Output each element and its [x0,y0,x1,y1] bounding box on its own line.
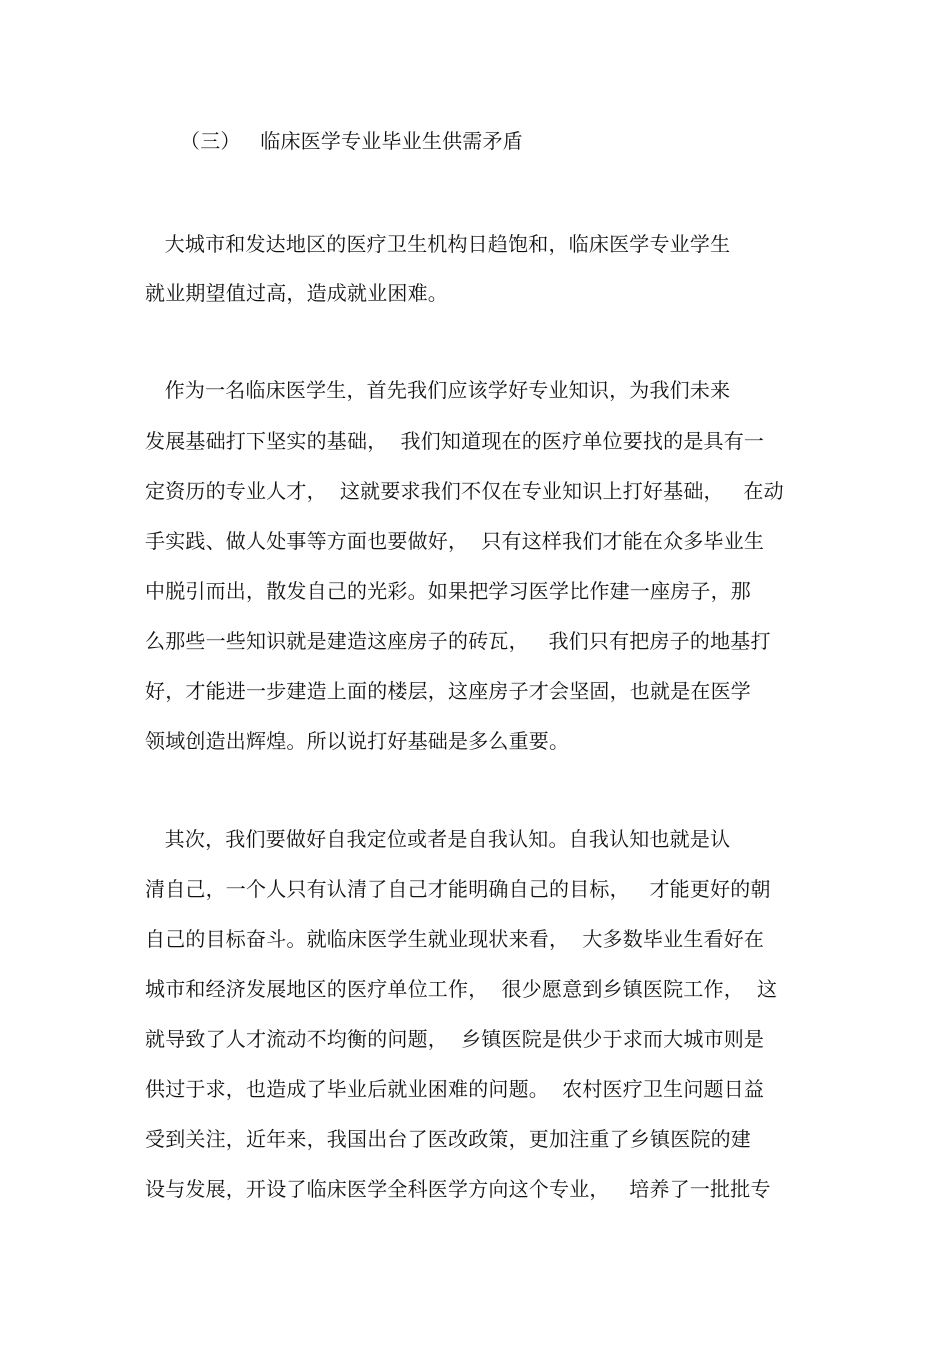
paragraph-line: 发展基础打下坚实的基础， 我们知道现在的医疗单位要找的是具有一 [145,429,765,453]
paragraph-line: 就业期望值过高，造成就业困难。 [145,281,448,305]
paragraph-line: 自己的目标奋斗。就临床医学生就业现状来看， 大多数毕业生看好在 [145,927,765,951]
paragraph-line: 定资历的专业人才， 这就要求我们不仅在专业知识上打好基础， 在动 [145,479,784,503]
paragraph-line: 中脱引而出，散发自己的光彩。如果把学习医学比作建一座房子，那 [145,579,751,603]
paragraph-line: 好，才能进一步建造上面的楼层，这座房子才会坚固，也就是在医学 [145,679,751,703]
paragraph-line: 受到关注，近年来，我国出台了医改政策，更加注重了乡镇医院的建 [145,1127,751,1151]
paragraph-line: 就导致了人才流动不均衡的问题， 乡镇医院是供少于求而大城市则是 [145,1027,765,1051]
paragraph-line: 么那些一些知识就是建造这座房子的砖瓦， 我们只有把房子的地基打 [145,629,771,653]
paragraph-line: 手实践、做人处事等方面也要做好， 只有这样我们才能在众多毕业生 [145,529,765,553]
paragraph-line: 领域创造出辉煌。所以说打好基础是多么重要。 [145,729,570,753]
paragraph-line: 大城市和发达地区的医疗卫生机构日趋饱和，临床医学专业学生 [145,232,731,256]
paragraph-line: 城市和经济发展地区的医疗单位工作， 很少愿意到乡镇医院工作， 这 [145,977,778,1001]
paragraph-line: 其次，我们要做好自我定位或者是自我认知。自我认知也就是认 [145,827,731,851]
paragraph-line: 作为一名临床医学生，首先我们应该学好专业知识，为我们未来 [145,378,731,402]
paragraph-line: 供过于求，也造成了毕业后就业困难的问题。 农村医疗卫生问题日益 [145,1077,765,1101]
section-heading: （三） 临床医学专业毕业生供需矛盾 [180,129,523,153]
paragraph-line: 清自己，一个人只有认清了自己才能明确自己的目标， 才能更好的朝 [145,877,771,901]
paragraph-line: 设与发展，开设了临床医学全科医学方向这个专业， 培养了一批批专 [145,1177,771,1201]
